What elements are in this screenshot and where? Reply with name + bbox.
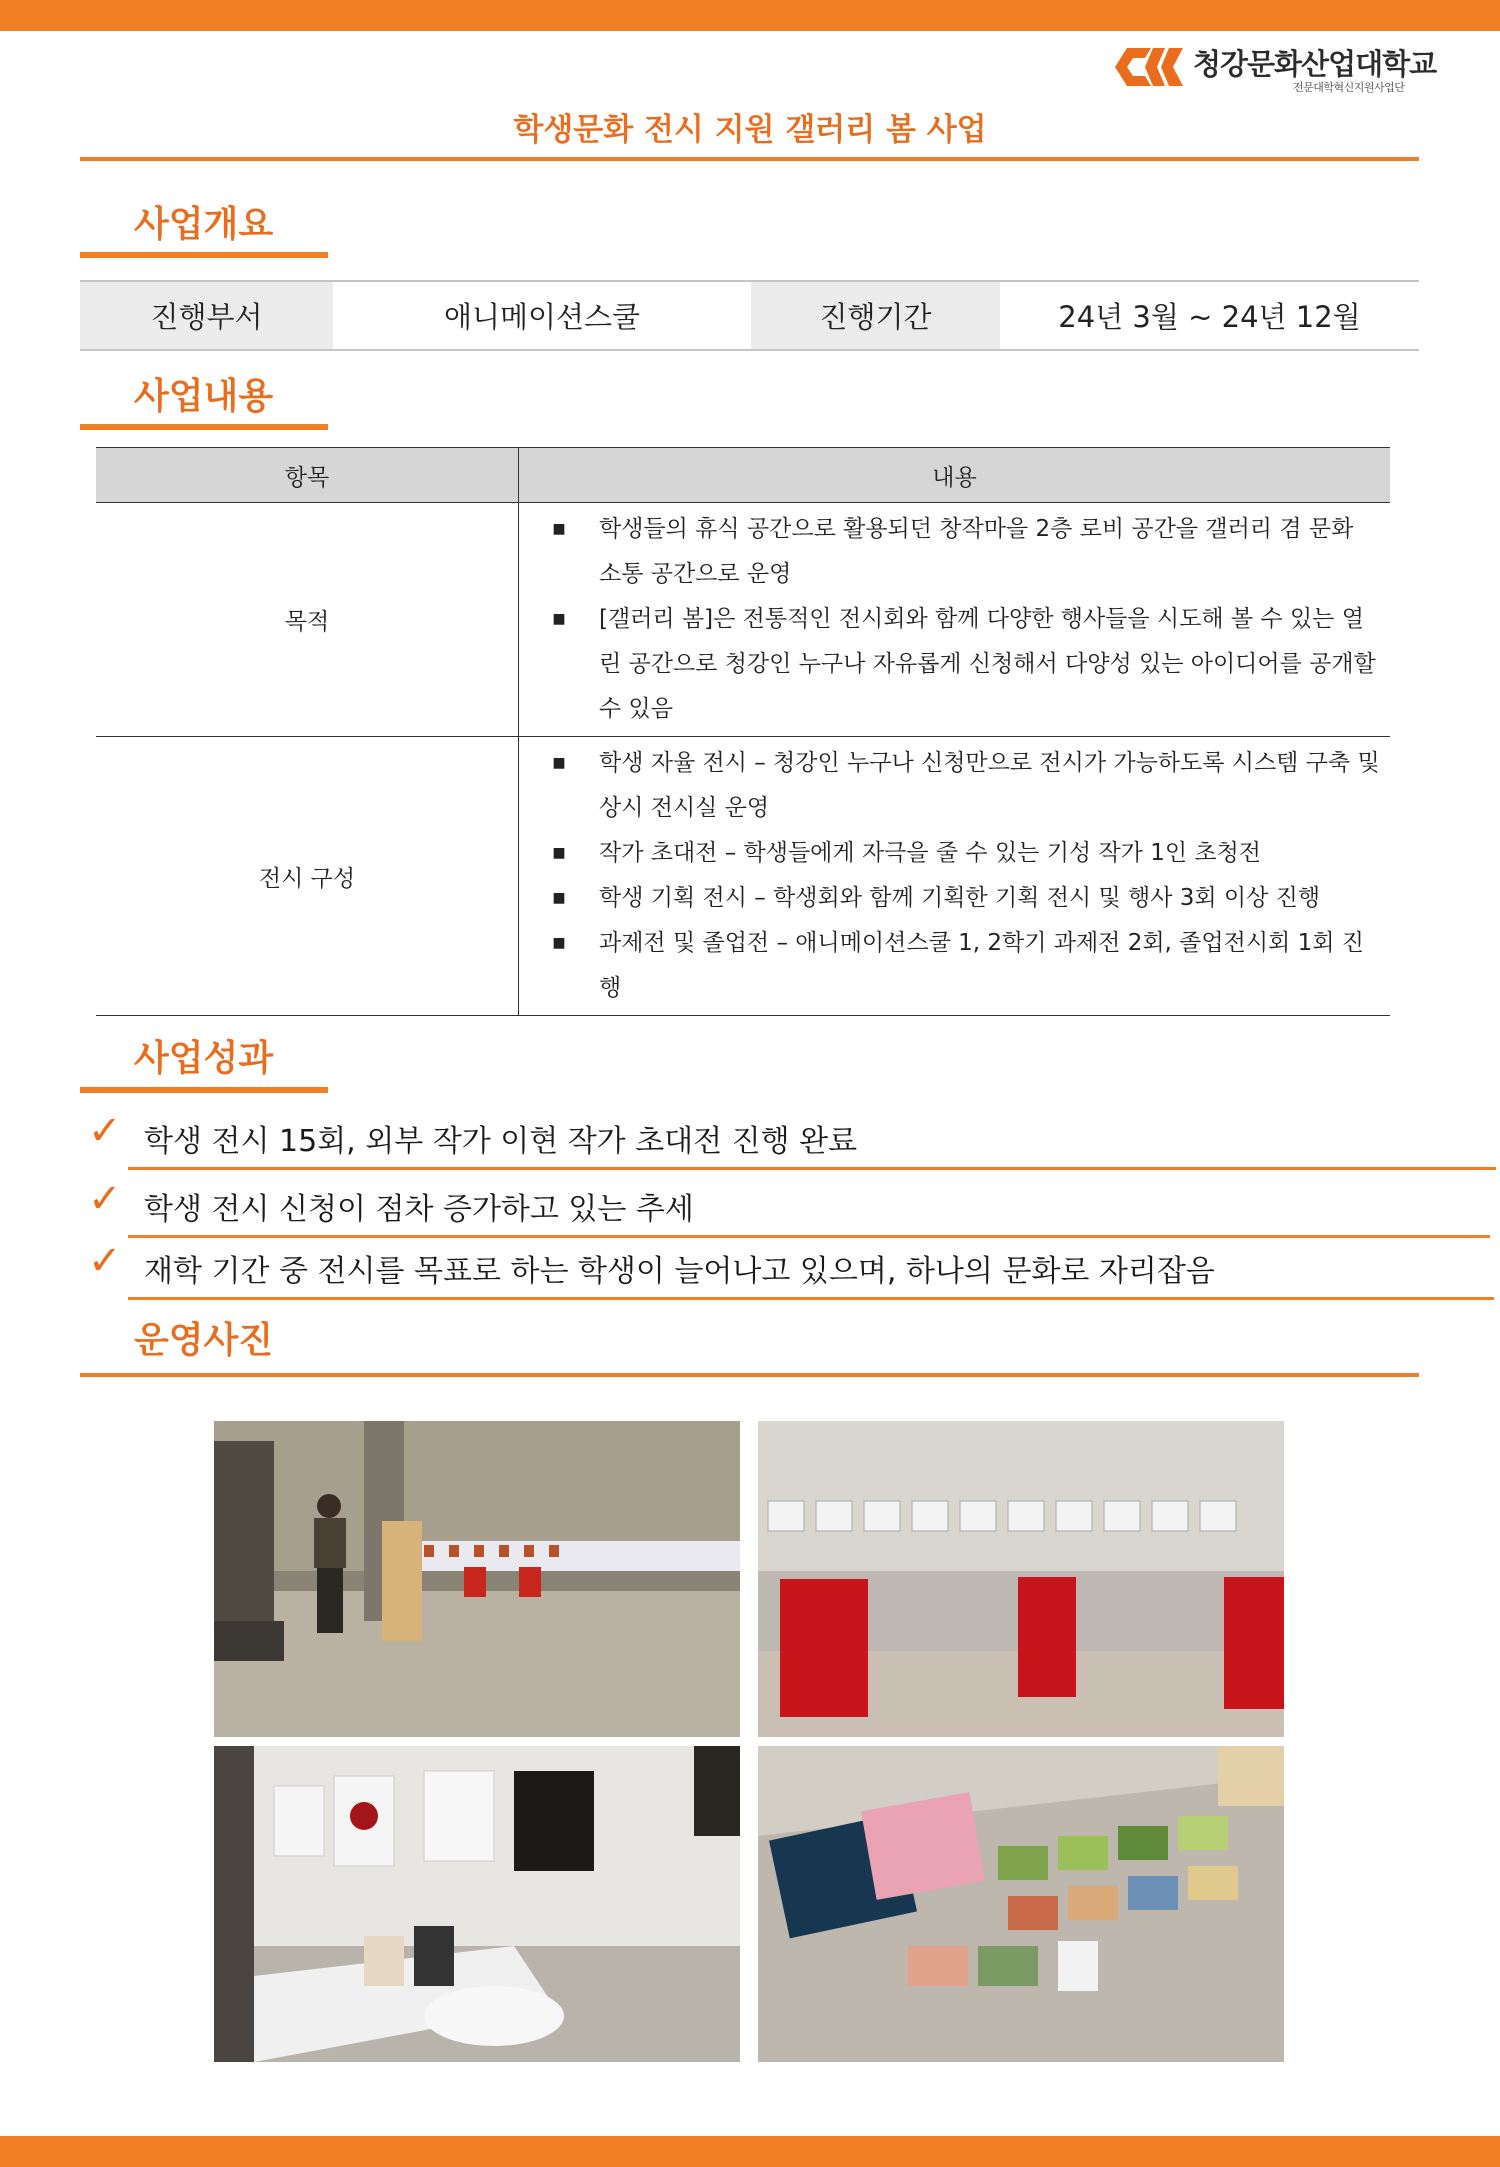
section-heading-overview: 사업개요 [134,204,274,245]
list-item: ■ 과제전 및 졸업전 – 애니메이션스쿨 1, 2학기 과제전 2회, 졸업전시회 1회 진행 [519,921,1390,1011]
section-rule-overview [80,252,328,258]
check-icon: ✓ [88,1176,122,1222]
row-content-composition [519,737,1391,1016]
result-text: 학생 전시 신청이 점차 증가하고 있는 추세 [144,1192,694,1227]
check-icon: ✓ [88,1108,122,1154]
title-rule [80,157,1419,161]
check-icon: ✓ [88,1238,122,1284]
section-heading-results: 사업성과 [134,1038,274,1079]
photo-framed-artworks [214,1746,740,2062]
logo-subtitle: 전문대학혁신지원사업단 [1293,81,1405,94]
photo-gallery-lobby [214,1421,740,1737]
bullet-square-icon: ■ [552,935,566,951]
overview-strip [80,280,1419,351]
list-item: ■ 학생 자율 전시 – 청강인 누구나 신청만으로 전시가 가능하도록 시스템 구축 및 상시 전시실 운영 [519,741,1390,831]
result-item [80,1106,1420,1170]
col-item-header: 항목 [96,448,519,503]
period-label: 진행기간 [751,282,1000,349]
result-underline [128,1297,1494,1300]
list-item: ■ [갤러리 봄]은 전통적인 전시회와 함께 다양한 행사들을 시도해 볼 수 있는 열린 공간으로 청강인 누구나 자유롭게 신청해서 다양성 있는 아이디어를 공개할 수 있음 [519,597,1390,732]
section-rule-content [80,424,328,430]
table-row [96,503,1390,737]
list-item: ■ 작가 초대전 – 학생들에게 자극을 줄 수 있는 기성 작가 1인 초청전 [519,831,1390,876]
list-item: ■ 학생 기획 전시 – 학생회와 함께 기획한 기획 전시 및 행사 3회 이상 진행 [519,876,1390,921]
list-item: ■ 학생들의 휴식 공간으로 활용되던 창작마을 2층 로비 공간을 갤러리 겸 문화 소통 공간으로 운영 [519,507,1390,597]
logo-name: 청강문화산업대학교 [1193,47,1437,81]
dept-label: 진행부서 [80,282,333,349]
table-header-row [96,448,1390,503]
row-content-purpose [519,503,1391,737]
section-rule-results [80,1087,328,1093]
section-heading-photos: 운영사진 [134,1320,274,1361]
table-row [96,737,1390,1016]
content-table [96,447,1390,1016]
result-underline [128,1167,1496,1170]
bullet-square-icon: ■ [552,845,566,861]
section-rule-photos [80,1373,1419,1377]
university-logo [1113,42,1437,94]
bullet-square-icon: ■ [552,890,566,906]
result-item [80,1174,1420,1238]
bullet-square-icon: ■ [552,611,566,627]
bullet-square-icon: ■ [552,521,566,537]
section-heading-content: 사업내용 [134,376,274,417]
document-title: 학생문화 전시 지원 갤러리 봄 사업 [513,112,987,148]
ck-logo-icon [1113,42,1185,92]
period-value: 24년 3월 ~ 24년 12월 [1058,300,1361,334]
bullet-square-icon: ■ [552,755,566,771]
result-text: 재학 기간 중 전시를 목표로 하는 학생이 늘어나고 있으며, 하나의 문화로 자리잡음 [144,1254,1215,1289]
top-accent-bar [0,0,1500,31]
result-text: 학생 전시 15회, 외부 작가 이현 작가 초대전 진행 완료 [144,1124,858,1159]
col-content-header: 내용 [519,448,1391,503]
photo-prints-table [758,1746,1284,2062]
row-item-purpose: 목적 [96,503,519,737]
photo-red-pedestals [758,1421,1284,1737]
result-item [80,1236,1420,1300]
row-item-composition: 전시 구성 [96,737,519,1016]
bottom-accent-bar [0,2136,1500,2167]
dept-value: 애니메이션스쿨 [443,300,641,334]
